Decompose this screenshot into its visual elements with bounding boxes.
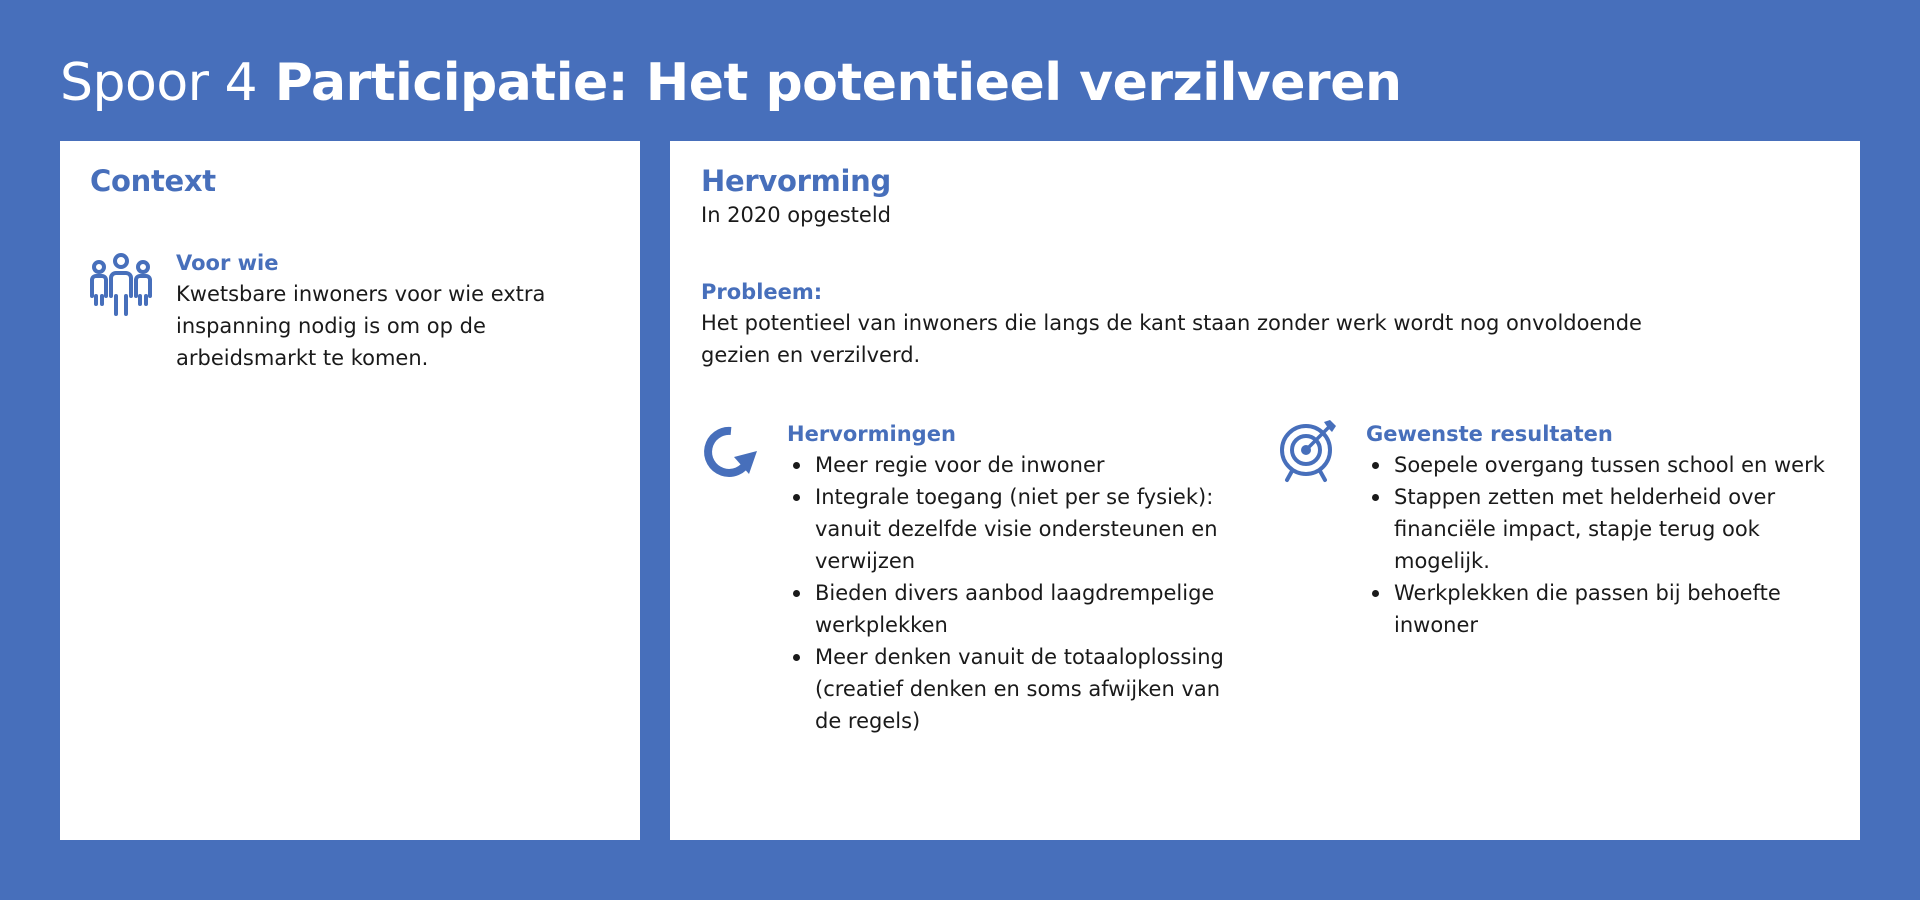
hervormingen-list [787, 449, 1247, 737]
refresh-arrow-icon [701, 424, 761, 480]
people-group-icon [88, 252, 154, 318]
probleem-block [701, 277, 1661, 371]
list-item: Werkplekken die passen bij behoefte inwoner [1366, 577, 1826, 641]
context-heading: Context [90, 164, 216, 198]
voor-wie-block [176, 248, 576, 374]
voor-wie-text: Kwetsbare inwoners voor wie extra inspanning nodig is om op de arbeidsmarkt te komen. [176, 282, 546, 370]
hervormingen-label: Hervormingen [787, 422, 956, 446]
title-main: Participatie: Het potentieel verzilveren [274, 53, 1402, 113]
resultaten-block [1366, 419, 1826, 641]
resultaten-label: Gewenste resultaten [1366, 422, 1613, 446]
probleem-label: Probleem: [701, 280, 823, 304]
list-item: Meer denken vanuit de totaaloplossing (creatief denken en soms afwijken van de regels) [787, 641, 1247, 737]
hervorming-subtitle: In 2020 opgesteld [701, 203, 891, 227]
hervorming-panel [670, 141, 1860, 840]
context-panel [60, 141, 640, 840]
page-title [60, 48, 1402, 118]
list-item: Integrale toegang (niet per se fysiek): vanuit dezelfde visie ondersteunen en verwijzen [787, 481, 1247, 577]
list-item: Soepele overgang tussen school en werk [1366, 449, 1826, 481]
list-item: Bieden divers aanbod laagdrempelige werkplekken [787, 577, 1247, 641]
title-prefix: Spoor 4 [60, 53, 258, 113]
list-item: Meer regie voor de inwoner [787, 449, 1247, 481]
list-item: Stappen zetten met helderheid over financiële impact, stapje terug ook mogelijk. [1366, 481, 1826, 577]
hervormingen-block [787, 419, 1247, 737]
probleem-text: Het potentieel van inwoners die langs de kant staan zonder werk wordt nog onvoldoende gezien en verzilverd. [701, 311, 1642, 367]
hervorming-heading: Hervorming [701, 164, 891, 198]
target-arrow-icon [1278, 416, 1340, 484]
voor-wie-label: Voor wie [176, 251, 279, 275]
resultaten-list [1366, 449, 1826, 641]
